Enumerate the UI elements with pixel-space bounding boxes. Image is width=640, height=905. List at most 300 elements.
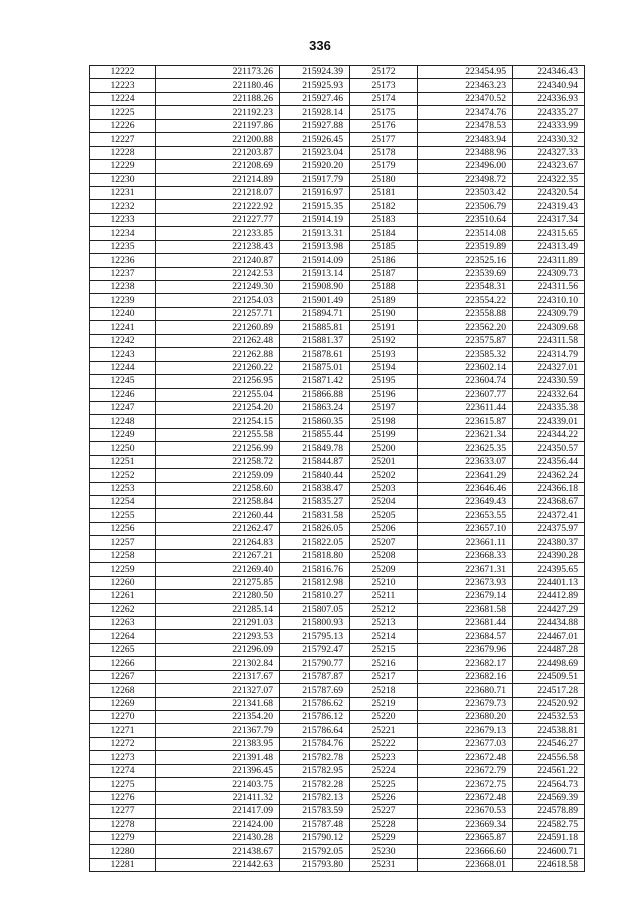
- point-id-right-cell: 25182: [350, 200, 418, 213]
- point-id-right-cell: 25203: [350, 482, 418, 495]
- y-coordinate-left-cell: 215792.05: [280, 845, 350, 858]
- point-id-right-cell: 25195: [350, 375, 418, 388]
- y-coordinate-left-cell: 215783.59: [280, 805, 350, 818]
- point-id-right-cell: 25200: [350, 442, 418, 455]
- table-row: [90, 469, 585, 482]
- y-coordinate-right-cell: 224317.34: [513, 213, 585, 226]
- y-coordinate-right-cell: 224578.89: [513, 805, 585, 818]
- y-coordinate-left-cell: 215923.04: [280, 146, 350, 159]
- y-coordinate-right-cell: 224309.73: [513, 267, 585, 280]
- x-coordinate-right-cell: 223454.95: [418, 66, 513, 79]
- point-id-left-cell: 12234: [90, 227, 156, 240]
- x-coordinate-right-cell: 223539.69: [418, 267, 513, 280]
- y-coordinate-right-cell: 224344.22: [513, 428, 585, 441]
- y-coordinate-right-cell: 224315.65: [513, 227, 585, 240]
- x-coordinate-left-cell: 221291.03: [156, 616, 280, 629]
- x-coordinate-left-cell: 221258.72: [156, 455, 280, 468]
- x-coordinate-left-cell: 221280.50: [156, 590, 280, 603]
- x-coordinate-right-cell: 223682.17: [418, 657, 513, 670]
- point-id-left-cell: 12249: [90, 428, 156, 441]
- point-id-left-cell: 12275: [90, 778, 156, 791]
- y-coordinate-right-cell: 224332.64: [513, 388, 585, 401]
- x-coordinate-left-cell: 221257.71: [156, 307, 280, 320]
- y-coordinate-left-cell: 215826.05: [280, 522, 350, 535]
- point-id-left-cell: 12254: [90, 496, 156, 509]
- point-id-right-cell: 25189: [350, 294, 418, 307]
- y-coordinate-right-cell: 224311.89: [513, 254, 585, 267]
- point-id-left-cell: 12257: [90, 536, 156, 549]
- point-id-left-cell: 12236: [90, 254, 156, 267]
- x-coordinate-left-cell: 221367.79: [156, 724, 280, 737]
- point-id-left-cell: 12269: [90, 697, 156, 710]
- point-id-left-cell: 12271: [90, 724, 156, 737]
- x-coordinate-left-cell: 221383.95: [156, 737, 280, 750]
- table-row: [90, 348, 585, 361]
- y-coordinate-left-cell: 215914.19: [280, 213, 350, 226]
- x-coordinate-left-cell: 221238.43: [156, 240, 280, 253]
- y-coordinate-right-cell: 224390.28: [513, 549, 585, 562]
- y-coordinate-left-cell: 215790.77: [280, 657, 350, 670]
- point-id-left-cell: 12259: [90, 563, 156, 576]
- table-row: [90, 267, 585, 280]
- table-row: [90, 697, 585, 710]
- x-coordinate-left-cell: 221260.44: [156, 509, 280, 522]
- y-coordinate-left-cell: 215831.58: [280, 509, 350, 522]
- x-coordinate-left-cell: 221285.14: [156, 603, 280, 616]
- y-coordinate-left-cell: 215800.93: [280, 616, 350, 629]
- x-coordinate-left-cell: 221262.48: [156, 334, 280, 347]
- y-coordinate-left-cell: 215926.45: [280, 133, 350, 146]
- point-id-right-cell: 25194: [350, 361, 418, 374]
- point-id-left-cell: 12225: [90, 106, 156, 119]
- point-id-right-cell: 25215: [350, 643, 418, 656]
- table-row: [90, 805, 585, 818]
- point-id-right-cell: 25175: [350, 106, 418, 119]
- x-coordinate-left-cell: 221391.48: [156, 751, 280, 764]
- y-coordinate-left-cell: 215782.78: [280, 751, 350, 764]
- x-coordinate-right-cell: 223510.64: [418, 213, 513, 226]
- point-id-left-cell: 12268: [90, 684, 156, 697]
- x-coordinate-right-cell: 223506.79: [418, 200, 513, 213]
- y-coordinate-right-cell: 224335.27: [513, 106, 585, 119]
- x-coordinate-right-cell: 223671.31: [418, 563, 513, 576]
- y-coordinate-right-cell: 224375.97: [513, 522, 585, 535]
- point-id-left-cell: 12229: [90, 160, 156, 173]
- x-coordinate-left-cell: 221214.89: [156, 173, 280, 186]
- table-row: [90, 818, 585, 831]
- x-coordinate-right-cell: 223679.13: [418, 724, 513, 737]
- x-coordinate-right-cell: 223672.79: [418, 764, 513, 777]
- point-id-right-cell: 25186: [350, 254, 418, 267]
- y-coordinate-right-cell: 224467.01: [513, 630, 585, 643]
- point-id-right-cell: 25181: [350, 186, 418, 199]
- y-coordinate-left-cell: 215901.49: [280, 294, 350, 307]
- point-id-left-cell: 12266: [90, 657, 156, 670]
- x-coordinate-left-cell: 221173.26: [156, 66, 280, 79]
- x-coordinate-left-cell: 221255.58: [156, 428, 280, 441]
- x-coordinate-right-cell: 223681.58: [418, 603, 513, 616]
- x-coordinate-right-cell: 223670.53: [418, 805, 513, 818]
- x-coordinate-right-cell: 223554.22: [418, 294, 513, 307]
- y-coordinate-left-cell: 215920.20: [280, 160, 350, 173]
- x-coordinate-left-cell: 221396.45: [156, 764, 280, 777]
- point-id-left-cell: 12237: [90, 267, 156, 280]
- table-row: [90, 307, 585, 320]
- table-row: [90, 737, 585, 750]
- point-id-right-cell: 25177: [350, 133, 418, 146]
- x-coordinate-left-cell: 221192.23: [156, 106, 280, 119]
- point-id-left-cell: 12279: [90, 831, 156, 844]
- table-row: [90, 603, 585, 616]
- y-coordinate-left-cell: 215875.01: [280, 361, 350, 374]
- table-row: [90, 536, 585, 549]
- y-coordinate-left-cell: 215835.27: [280, 496, 350, 509]
- y-coordinate-right-cell: 224356.44: [513, 455, 585, 468]
- x-coordinate-right-cell: 223478.53: [418, 119, 513, 132]
- x-coordinate-left-cell: 221255.04: [156, 388, 280, 401]
- table-row: [90, 200, 585, 213]
- table-row: [90, 684, 585, 697]
- point-id-left-cell: 12230: [90, 173, 156, 186]
- x-coordinate-right-cell: 223625.35: [418, 442, 513, 455]
- point-id-left-cell: 12245: [90, 375, 156, 388]
- x-coordinate-left-cell: 221438.67: [156, 845, 280, 858]
- point-id-left-cell: 12253: [90, 482, 156, 495]
- table-row: [90, 549, 585, 562]
- point-id-right-cell: 25197: [350, 401, 418, 414]
- x-coordinate-left-cell: 221254.03: [156, 294, 280, 307]
- x-coordinate-right-cell: 223483.94: [418, 133, 513, 146]
- y-coordinate-left-cell: 215787.48: [280, 818, 350, 831]
- point-id-right-cell: 25223: [350, 751, 418, 764]
- x-coordinate-left-cell: 221296.09: [156, 643, 280, 656]
- point-id-right-cell: 25173: [350, 79, 418, 92]
- y-coordinate-left-cell: 215881.37: [280, 334, 350, 347]
- y-coordinate-left-cell: 215855.44: [280, 428, 350, 441]
- table-row: [90, 133, 585, 146]
- y-coordinate-left-cell: 215866.88: [280, 388, 350, 401]
- table-row: [90, 563, 585, 576]
- table-row: [90, 146, 585, 159]
- point-id-left-cell: 12226: [90, 119, 156, 132]
- table-row: [90, 173, 585, 186]
- x-coordinate-right-cell: 223680.71: [418, 684, 513, 697]
- point-id-right-cell: 25210: [350, 576, 418, 589]
- y-coordinate-right-cell: 224498.69: [513, 657, 585, 670]
- y-coordinate-right-cell: 224366.18: [513, 482, 585, 495]
- y-coordinate-right-cell: 224339.01: [513, 415, 585, 428]
- table-row: [90, 79, 585, 92]
- point-id-left-cell: 12278: [90, 818, 156, 831]
- x-coordinate-left-cell: 221180.46: [156, 79, 280, 92]
- point-id-right-cell: 25196: [350, 388, 418, 401]
- table-row: [90, 281, 585, 294]
- y-coordinate-right-cell: 224309.79: [513, 307, 585, 320]
- y-coordinate-left-cell: 215787.69: [280, 684, 350, 697]
- y-coordinate-right-cell: 224336.93: [513, 92, 585, 105]
- x-coordinate-right-cell: 223684.57: [418, 630, 513, 643]
- table-row: [90, 294, 585, 307]
- point-id-right-cell: 25220: [350, 711, 418, 724]
- table-row: [90, 845, 585, 858]
- x-coordinate-left-cell: 221218.07: [156, 186, 280, 199]
- x-coordinate-left-cell: 221442.63: [156, 858, 280, 871]
- x-coordinate-left-cell: 221269.40: [156, 563, 280, 576]
- point-id-right-cell: 25192: [350, 334, 418, 347]
- table-row: [90, 442, 585, 455]
- table-row: [90, 160, 585, 173]
- table-row: [90, 522, 585, 535]
- x-coordinate-left-cell: 221411.32: [156, 791, 280, 804]
- point-id-right-cell: 25216: [350, 657, 418, 670]
- table-row: [90, 791, 585, 804]
- point-id-right-cell: 25187: [350, 267, 418, 280]
- x-coordinate-right-cell: 223611.44: [418, 401, 513, 414]
- x-coordinate-left-cell: 221403.75: [156, 778, 280, 791]
- x-coordinate-right-cell: 223463.23: [418, 79, 513, 92]
- table-row: [90, 590, 585, 603]
- x-coordinate-right-cell: 223661.11: [418, 536, 513, 549]
- y-coordinate-right-cell: 224311.58: [513, 334, 585, 347]
- y-coordinate-left-cell: 215810.27: [280, 590, 350, 603]
- x-coordinate-right-cell: 223470.52: [418, 92, 513, 105]
- point-id-left-cell: 12274: [90, 764, 156, 777]
- x-coordinate-right-cell: 223672.48: [418, 791, 513, 804]
- point-id-right-cell: 25191: [350, 321, 418, 334]
- point-id-right-cell: 25180: [350, 173, 418, 186]
- y-coordinate-left-cell: 215913.98: [280, 240, 350, 253]
- y-coordinate-right-cell: 224313.49: [513, 240, 585, 253]
- y-coordinate-left-cell: 215807.05: [280, 603, 350, 616]
- y-coordinate-right-cell: 224319.43: [513, 200, 585, 213]
- table-row: [90, 361, 585, 374]
- table-row: [90, 778, 585, 791]
- y-coordinate-left-cell: 215863.24: [280, 401, 350, 414]
- y-coordinate-right-cell: 224322.35: [513, 173, 585, 186]
- x-coordinate-left-cell: 221200.88: [156, 133, 280, 146]
- x-coordinate-right-cell: 223615.87: [418, 415, 513, 428]
- x-coordinate-left-cell: 221260.89: [156, 321, 280, 334]
- y-coordinate-right-cell: 224412.89: [513, 590, 585, 603]
- x-coordinate-left-cell: 221254.20: [156, 401, 280, 414]
- point-id-right-cell: 25212: [350, 603, 418, 616]
- y-coordinate-left-cell: 215782.95: [280, 764, 350, 777]
- point-id-right-cell: 25193: [350, 348, 418, 361]
- point-id-right-cell: 25201: [350, 455, 418, 468]
- point-id-right-cell: 25230: [350, 845, 418, 858]
- point-id-left-cell: 12235: [90, 240, 156, 253]
- x-coordinate-right-cell: 223474.76: [418, 106, 513, 119]
- y-coordinate-right-cell: 224532.53: [513, 711, 585, 724]
- x-coordinate-right-cell: 223679.96: [418, 643, 513, 656]
- point-id-left-cell: 12227: [90, 133, 156, 146]
- x-coordinate-left-cell: 221430.28: [156, 831, 280, 844]
- point-id-right-cell: 25205: [350, 509, 418, 522]
- point-id-left-cell: 12240: [90, 307, 156, 320]
- y-coordinate-left-cell: 215838.47: [280, 482, 350, 495]
- y-coordinate-right-cell: 224564.73: [513, 778, 585, 791]
- x-coordinate-right-cell: 223503.42: [418, 186, 513, 199]
- y-coordinate-left-cell: 215871.42: [280, 375, 350, 388]
- table-row: [90, 428, 585, 441]
- y-coordinate-right-cell: 224556.58: [513, 751, 585, 764]
- point-id-left-cell: 12260: [90, 576, 156, 589]
- point-id-left-cell: 12251: [90, 455, 156, 468]
- point-id-left-cell: 12246: [90, 388, 156, 401]
- point-id-left-cell: 12233: [90, 213, 156, 226]
- x-coordinate-right-cell: 223649.43: [418, 496, 513, 509]
- y-coordinate-left-cell: 215822.05: [280, 536, 350, 549]
- point-id-left-cell: 12276: [90, 791, 156, 804]
- table-row: [90, 724, 585, 737]
- table-row: [90, 388, 585, 401]
- x-coordinate-left-cell: 221227.77: [156, 213, 280, 226]
- x-coordinate-left-cell: 221242.53: [156, 267, 280, 280]
- x-coordinate-right-cell: 223666.60: [418, 845, 513, 858]
- y-coordinate-left-cell: 215878.61: [280, 348, 350, 361]
- point-id-left-cell: 12247: [90, 401, 156, 414]
- y-coordinate-right-cell: 224569.39: [513, 791, 585, 804]
- y-coordinate-left-cell: 215795.13: [280, 630, 350, 643]
- point-id-right-cell: 25229: [350, 831, 418, 844]
- y-coordinate-left-cell: 215924.39: [280, 66, 350, 79]
- x-coordinate-right-cell: 223668.33: [418, 549, 513, 562]
- x-coordinate-left-cell: 221254.15: [156, 415, 280, 428]
- point-id-left-cell: 12231: [90, 186, 156, 199]
- table-row: [90, 213, 585, 226]
- table-row: [90, 576, 585, 589]
- y-coordinate-right-cell: 224380.37: [513, 536, 585, 549]
- point-id-right-cell: 25199: [350, 428, 418, 441]
- y-coordinate-left-cell: 215793.80: [280, 858, 350, 871]
- table-row: [90, 106, 585, 119]
- table-row: [90, 858, 585, 871]
- point-id-left-cell: 12270: [90, 711, 156, 724]
- table-row: [90, 764, 585, 777]
- table-row: [90, 657, 585, 670]
- point-id-right-cell: 25188: [350, 281, 418, 294]
- point-id-left-cell: 12242: [90, 334, 156, 347]
- y-coordinate-right-cell: 224320.54: [513, 186, 585, 199]
- point-id-right-cell: 25209: [350, 563, 418, 576]
- x-coordinate-right-cell: 223585.32: [418, 348, 513, 361]
- point-id-left-cell: 12241: [90, 321, 156, 334]
- y-coordinate-right-cell: 224372.41: [513, 509, 585, 522]
- x-coordinate-right-cell: 223672.75: [418, 778, 513, 791]
- x-coordinate-left-cell: 221424.00: [156, 818, 280, 831]
- point-id-left-cell: 12261: [90, 590, 156, 603]
- x-coordinate-right-cell: 223669.34: [418, 818, 513, 831]
- point-id-left-cell: 12277: [90, 805, 156, 818]
- point-id-right-cell: 25207: [350, 536, 418, 549]
- table-row: [90, 334, 585, 347]
- y-coordinate-left-cell: 215816.76: [280, 563, 350, 576]
- x-coordinate-left-cell: 221259.09: [156, 469, 280, 482]
- y-coordinate-left-cell: 215840.44: [280, 469, 350, 482]
- x-coordinate-right-cell: 223681.44: [418, 616, 513, 629]
- point-id-right-cell: 25204: [350, 496, 418, 509]
- point-id-right-cell: 25222: [350, 737, 418, 750]
- point-id-right-cell: 25174: [350, 92, 418, 105]
- point-id-right-cell: 25208: [350, 549, 418, 562]
- x-coordinate-left-cell: 221258.84: [156, 496, 280, 509]
- x-coordinate-left-cell: 221240.87: [156, 254, 280, 267]
- x-coordinate-right-cell: 223558.88: [418, 307, 513, 320]
- point-id-right-cell: 25213: [350, 616, 418, 629]
- table-row: [90, 92, 585, 105]
- page-number: 336: [309, 38, 331, 53]
- point-id-left-cell: 12243: [90, 348, 156, 361]
- x-coordinate-left-cell: 221233.85: [156, 227, 280, 240]
- y-coordinate-right-cell: 224538.81: [513, 724, 585, 737]
- y-coordinate-left-cell: 215913.31: [280, 227, 350, 240]
- x-coordinate-left-cell: 221264.83: [156, 536, 280, 549]
- y-coordinate-left-cell: 215790.12: [280, 831, 350, 844]
- point-id-left-cell: 12265: [90, 643, 156, 656]
- y-coordinate-left-cell: 215818.80: [280, 549, 350, 562]
- y-coordinate-right-cell: 224327.33: [513, 146, 585, 159]
- y-coordinate-left-cell: 215915.35: [280, 200, 350, 213]
- point-id-right-cell: 25225: [350, 778, 418, 791]
- x-coordinate-right-cell: 223653.55: [418, 509, 513, 522]
- x-coordinate-right-cell: 223488.96: [418, 146, 513, 159]
- point-id-left-cell: 12228: [90, 146, 156, 159]
- y-coordinate-right-cell: 224346.43: [513, 66, 585, 79]
- point-id-right-cell: 25190: [350, 307, 418, 320]
- x-coordinate-left-cell: 221354.20: [156, 711, 280, 724]
- table-row: [90, 240, 585, 253]
- x-coordinate-left-cell: 221203.87: [156, 146, 280, 159]
- point-id-right-cell: 25214: [350, 630, 418, 643]
- table-row: [90, 670, 585, 683]
- y-coordinate-left-cell: 215916.97: [280, 186, 350, 199]
- coordinates-table-body: [90, 66, 585, 872]
- table-row: [90, 401, 585, 414]
- y-coordinate-left-cell: 215812.98: [280, 576, 350, 589]
- y-coordinate-right-cell: 224310.10: [513, 294, 585, 307]
- y-coordinate-right-cell: 224561.22: [513, 764, 585, 777]
- y-coordinate-right-cell: 224395.65: [513, 563, 585, 576]
- x-coordinate-right-cell: 223607.77: [418, 388, 513, 401]
- y-coordinate-left-cell: 215908.90: [280, 281, 350, 294]
- point-id-right-cell: 25221: [350, 724, 418, 737]
- y-coordinate-left-cell: 215787.87: [280, 670, 350, 683]
- point-id-left-cell: 12232: [90, 200, 156, 213]
- y-coordinate-right-cell: 224340.94: [513, 79, 585, 92]
- table-row: [90, 509, 585, 522]
- x-coordinate-right-cell: 223548.31: [418, 281, 513, 294]
- y-coordinate-right-cell: 224434.88: [513, 616, 585, 629]
- point-id-left-cell: 12223: [90, 79, 156, 92]
- x-coordinate-right-cell: 223496.00: [418, 160, 513, 173]
- y-coordinate-right-cell: 224591.18: [513, 831, 585, 844]
- x-coordinate-left-cell: 221222.92: [156, 200, 280, 213]
- point-id-right-cell: 25231: [350, 858, 418, 871]
- point-id-right-cell: 25178: [350, 146, 418, 159]
- y-coordinate-right-cell: 224323.67: [513, 160, 585, 173]
- y-coordinate-right-cell: 224335.38: [513, 401, 585, 414]
- point-id-right-cell: 25211: [350, 590, 418, 603]
- table-row: [90, 227, 585, 240]
- x-coordinate-right-cell: 223498.72: [418, 173, 513, 186]
- y-coordinate-left-cell: 215914.09: [280, 254, 350, 267]
- x-coordinate-left-cell: 221262.47: [156, 522, 280, 535]
- x-coordinate-right-cell: 223679.14: [418, 590, 513, 603]
- point-id-left-cell: 12267: [90, 670, 156, 683]
- x-coordinate-right-cell: 223525.16: [418, 254, 513, 267]
- x-coordinate-right-cell: 223673.93: [418, 576, 513, 589]
- y-coordinate-left-cell: 215917.79: [280, 173, 350, 186]
